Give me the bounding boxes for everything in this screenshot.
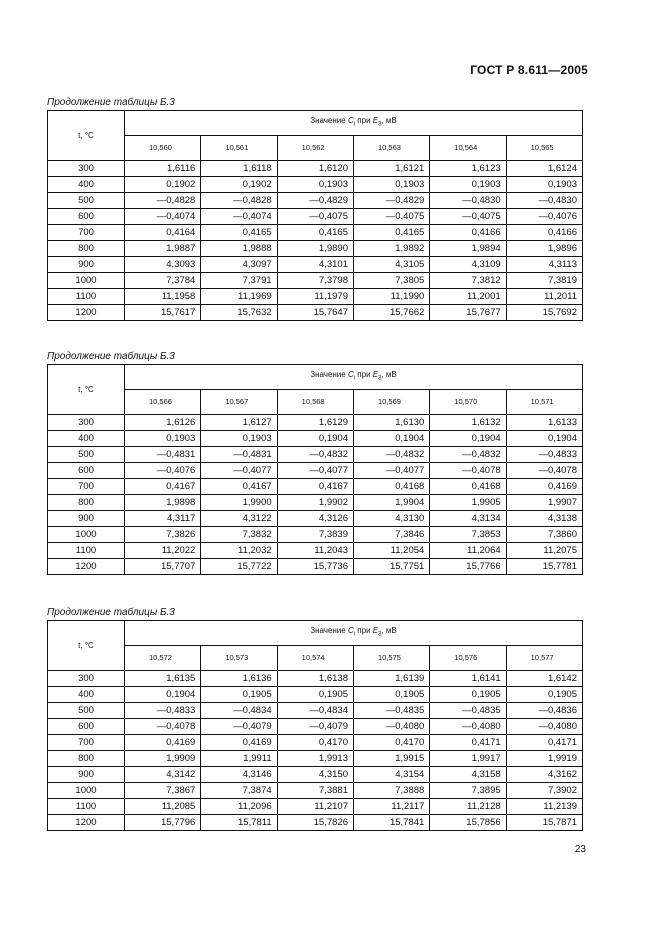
value-cell: —0,4080 bbox=[506, 719, 582, 735]
table-caption: Продолжение таблицы Б.3 bbox=[47, 351, 175, 362]
temperature-cell: 400 bbox=[48, 431, 125, 447]
value-cell: 11,2001 bbox=[430, 289, 506, 305]
value-cell: 7,3839 bbox=[277, 527, 353, 543]
e-values-row bbox=[48, 136, 583, 161]
value-cell: 0,4167 bbox=[277, 479, 353, 495]
value-cell: —0,4828 bbox=[125, 193, 201, 209]
value-cell: 1,6120 bbox=[277, 161, 353, 177]
value-header-mid: при bbox=[355, 626, 373, 636]
value-cell: 1,6124 bbox=[506, 161, 582, 177]
value-cell: 4,3113 bbox=[506, 257, 582, 273]
value-cell: 15,7826 bbox=[277, 815, 353, 831]
value-cell: —0,4078 bbox=[506, 463, 582, 479]
temperature-cell: 700 bbox=[48, 735, 125, 751]
value-cell: 15,7662 bbox=[353, 305, 429, 321]
value-cell: 7,3881 bbox=[277, 783, 353, 799]
value-cell: —0,4832 bbox=[353, 447, 429, 463]
value-cell: 0,4167 bbox=[125, 479, 201, 495]
value-cell: 4,3138 bbox=[506, 511, 582, 527]
value-cell: 11,1990 bbox=[353, 289, 429, 305]
value-cell: 11,2085 bbox=[125, 799, 201, 815]
value-header-prefix: Значение bbox=[310, 626, 348, 636]
temperature-cell: 1000 bbox=[48, 273, 125, 289]
value-cell: 1,6123 bbox=[430, 161, 506, 177]
table-row bbox=[48, 799, 583, 815]
table-row bbox=[48, 815, 583, 831]
e-value-header: 10,563 bbox=[353, 136, 429, 161]
value-cell: —0,4833 bbox=[125, 703, 201, 719]
value-cell: —0,4080 bbox=[353, 719, 429, 735]
value-cell: —0,4830 bbox=[506, 193, 582, 209]
value-header-c-sym: C bbox=[347, 370, 354, 380]
value-cell: 0,1905 bbox=[506, 687, 582, 703]
e-value-header: 10,572 bbox=[125, 646, 201, 671]
value-cell: 1,6133 bbox=[506, 415, 582, 431]
value-cell: 15,7722 bbox=[201, 559, 277, 575]
value-header-mid: при bbox=[355, 370, 373, 380]
value-cell: 4,3134 bbox=[430, 511, 506, 527]
table-row bbox=[48, 671, 583, 687]
e-value-header: 10,573 bbox=[201, 646, 277, 671]
value-cell: 11,1979 bbox=[277, 289, 353, 305]
value-cell: 1,6118 bbox=[201, 161, 277, 177]
document-code: ГОСТ Р 8.611—2005 bbox=[470, 63, 588, 77]
value-cell: —0,4834 bbox=[201, 703, 277, 719]
value-header bbox=[125, 365, 583, 390]
value-cell: 0,1905 bbox=[430, 687, 506, 703]
table-row bbox=[48, 415, 583, 431]
temperature-cell: 1200 bbox=[48, 559, 125, 575]
value-cell: 15,7647 bbox=[277, 305, 353, 321]
value-cell: —0,4831 bbox=[201, 447, 277, 463]
value-cell: —0,4836 bbox=[506, 703, 582, 719]
table-row bbox=[48, 305, 583, 321]
table-row bbox=[48, 495, 583, 511]
e-value-header: 10,567 bbox=[201, 390, 277, 415]
value-cell: 15,7677 bbox=[430, 305, 506, 321]
value-cell: —0,4079 bbox=[277, 719, 353, 735]
value-cell: —0,4831 bbox=[125, 447, 201, 463]
value-cell: 7,3867 bbox=[125, 783, 201, 799]
value-cell: 7,3860 bbox=[506, 527, 582, 543]
table-row bbox=[48, 687, 583, 703]
value-header-c-sub: i bbox=[353, 121, 356, 128]
value-cell: 1,6130 bbox=[353, 415, 429, 431]
table-row bbox=[48, 719, 583, 735]
temperature-cell: 1000 bbox=[48, 783, 125, 799]
value-cell: —0,4833 bbox=[506, 447, 582, 463]
e-value-header: 10,562 bbox=[277, 136, 353, 161]
temperature-cell: 700 bbox=[48, 479, 125, 495]
value-cell: 1,9894 bbox=[430, 241, 506, 257]
value-cell: 15,7811 bbox=[201, 815, 277, 831]
value-cell: 4,3122 bbox=[201, 511, 277, 527]
e-value-header: 10,574 bbox=[277, 646, 353, 671]
data-table bbox=[47, 620, 583, 831]
value-header bbox=[125, 111, 583, 136]
value-cell: 0,4169 bbox=[506, 479, 582, 495]
value-cell: 1,9919 bbox=[506, 751, 582, 767]
table-row bbox=[48, 161, 583, 177]
temperature-cell: 1100 bbox=[48, 799, 125, 815]
value-cell: 11,2011 bbox=[506, 289, 582, 305]
temperature-cell: 500 bbox=[48, 703, 125, 719]
table-row bbox=[48, 783, 583, 799]
value-cell: 0,1904 bbox=[125, 687, 201, 703]
value-cell: 0,1904 bbox=[277, 431, 353, 447]
value-cell: —0,4079 bbox=[201, 719, 277, 735]
value-cell: 0,1902 bbox=[125, 177, 201, 193]
value-cell: 4,3126 bbox=[277, 511, 353, 527]
value-cell: 1,9890 bbox=[277, 241, 353, 257]
value-cell: 7,3832 bbox=[201, 527, 277, 543]
temperature-cell: 1200 bbox=[48, 815, 125, 831]
e-value-header: 10,564 bbox=[430, 136, 506, 161]
value-cell: 1,9888 bbox=[201, 241, 277, 257]
value-cell: 11,2096 bbox=[201, 799, 277, 815]
temperature-cell: 1200 bbox=[48, 305, 125, 321]
value-header-c-sub: i bbox=[353, 631, 356, 638]
value-cell: 1,9896 bbox=[506, 241, 582, 257]
temperature-cell: 400 bbox=[48, 177, 125, 193]
value-cell: 0,1902 bbox=[201, 177, 277, 193]
value-cell: 1,9907 bbox=[506, 495, 582, 511]
value-cell: 0,4165 bbox=[353, 225, 429, 241]
value-cell: 4,3101 bbox=[277, 257, 353, 273]
temperature-cell: 300 bbox=[48, 671, 125, 687]
temperature-header: t, °С bbox=[48, 111, 125, 161]
table-row bbox=[48, 241, 583, 257]
temperature-cell: 600 bbox=[48, 719, 125, 735]
value-cell: 11,1958 bbox=[125, 289, 201, 305]
value-cell: 0,4170 bbox=[277, 735, 353, 751]
value-cell: 1,9911 bbox=[201, 751, 277, 767]
value-cell: —0,4834 bbox=[277, 703, 353, 719]
value-header-mid: при bbox=[355, 116, 373, 126]
value-cell: 4,3162 bbox=[506, 767, 582, 783]
value-cell: 7,3888 bbox=[353, 783, 429, 799]
e-value-header: 10,576 bbox=[430, 646, 506, 671]
table-row bbox=[48, 273, 583, 289]
value-cell: —0,4075 bbox=[277, 209, 353, 225]
temperature-cell: 800 bbox=[48, 495, 125, 511]
value-cell: 15,7766 bbox=[430, 559, 506, 575]
temperature-cell: 900 bbox=[48, 511, 125, 527]
value-cell: 11,2043 bbox=[277, 543, 353, 559]
value-cell: 0,1904 bbox=[353, 431, 429, 447]
value-cell: —0,4075 bbox=[430, 209, 506, 225]
value-cell: 1,6139 bbox=[353, 671, 429, 687]
value-header-c-sym: C bbox=[347, 116, 354, 126]
value-cell: 0,4168 bbox=[430, 479, 506, 495]
value-cell: —0,4835 bbox=[430, 703, 506, 719]
value-cell: 15,7707 bbox=[125, 559, 201, 575]
table-row bbox=[48, 431, 583, 447]
table-row bbox=[48, 463, 583, 479]
e-value-header: 10,568 bbox=[277, 390, 353, 415]
e-value-header: 10,570 bbox=[430, 390, 506, 415]
temperature-header: t, °С bbox=[48, 621, 125, 671]
value-cell: 0,4165 bbox=[201, 225, 277, 241]
value-cell: 1,6138 bbox=[277, 671, 353, 687]
value-cell: 0,1905 bbox=[353, 687, 429, 703]
value-cell: 0,4168 bbox=[353, 479, 429, 495]
value-header-e-sym: E bbox=[372, 626, 379, 636]
e-value-header: 10,569 bbox=[353, 390, 429, 415]
value-cell: —0,4832 bbox=[430, 447, 506, 463]
value-cell: 15,7692 bbox=[506, 305, 582, 321]
value-cell: 7,3812 bbox=[430, 273, 506, 289]
value-cell: 11,2128 bbox=[430, 799, 506, 815]
value-cell: 15,7751 bbox=[353, 559, 429, 575]
temperature-cell: 300 bbox=[48, 415, 125, 431]
data-table bbox=[47, 364, 583, 575]
e-value-header: 10,566 bbox=[125, 390, 201, 415]
temperature-cell: 600 bbox=[48, 209, 125, 225]
value-cell: 15,7856 bbox=[430, 815, 506, 831]
e-value-header: 10,577 bbox=[506, 646, 582, 671]
value-cell: 11,2054 bbox=[353, 543, 429, 559]
value-cell: 4,3117 bbox=[125, 511, 201, 527]
value-cell: —0,4828 bbox=[201, 193, 277, 209]
value-cell: 7,3846 bbox=[353, 527, 429, 543]
value-cell: 15,7632 bbox=[201, 305, 277, 321]
value-cell: 0,1903 bbox=[506, 177, 582, 193]
value-cell: 15,7736 bbox=[277, 559, 353, 575]
value-cell: 7,3902 bbox=[506, 783, 582, 799]
value-cell: 4,3158 bbox=[430, 767, 506, 783]
value-cell: 1,9898 bbox=[125, 495, 201, 511]
table-row bbox=[48, 209, 583, 225]
value-cell: —0,4829 bbox=[277, 193, 353, 209]
value-header-suffix: , мВ bbox=[381, 626, 397, 636]
temperature-cell: 500 bbox=[48, 193, 125, 209]
value-cell: 0,4171 bbox=[430, 735, 506, 751]
value-cell: —0,4077 bbox=[353, 463, 429, 479]
value-cell: —0,4075 bbox=[353, 209, 429, 225]
value-cell: 4,3154 bbox=[353, 767, 429, 783]
e-value-header: 10,565 bbox=[506, 136, 582, 161]
value-cell: 1,9902 bbox=[277, 495, 353, 511]
temperature-cell: 1100 bbox=[48, 543, 125, 559]
value-cell: —0,4077 bbox=[201, 463, 277, 479]
value-header bbox=[125, 621, 583, 646]
value-cell: 1,9905 bbox=[430, 495, 506, 511]
value-cell: 1,6116 bbox=[125, 161, 201, 177]
value-cell: 0,1903 bbox=[201, 431, 277, 447]
value-cell: 0,4171 bbox=[506, 735, 582, 751]
value-header-suffix: , мВ bbox=[381, 116, 397, 126]
table-row bbox=[48, 257, 583, 273]
value-cell: 0,4164 bbox=[125, 225, 201, 241]
e-value-header: 10,571 bbox=[506, 390, 582, 415]
value-header-c-sub: i bbox=[353, 375, 356, 382]
value-cell: 15,7841 bbox=[353, 815, 429, 831]
value-header-e-sym: E bbox=[372, 370, 379, 380]
value-cell: —0,4078 bbox=[125, 719, 201, 735]
table-header-row bbox=[48, 621, 583, 646]
table-caption: Продолжение таблицы Б.3 bbox=[47, 97, 175, 108]
value-cell: 7,3874 bbox=[201, 783, 277, 799]
value-cell: 4,3146 bbox=[201, 767, 277, 783]
value-cell: 7,3784 bbox=[125, 273, 201, 289]
value-cell: —0,4832 bbox=[277, 447, 353, 463]
value-cell: 1,6142 bbox=[506, 671, 582, 687]
value-cell: —0,4076 bbox=[506, 209, 582, 225]
e-values-row bbox=[48, 646, 583, 671]
value-cell: 11,2107 bbox=[277, 799, 353, 815]
value-cell: 0,4170 bbox=[353, 735, 429, 751]
temperature-cell: 800 bbox=[48, 241, 125, 257]
value-cell: 11,2075 bbox=[506, 543, 582, 559]
value-cell: 4,3142 bbox=[125, 767, 201, 783]
value-cell: 7,3895 bbox=[430, 783, 506, 799]
value-cell: —0,4074 bbox=[201, 209, 277, 225]
value-cell: 4,3130 bbox=[353, 511, 429, 527]
table-row bbox=[48, 703, 583, 719]
value-cell: 1,9900 bbox=[201, 495, 277, 511]
temperature-cell: 400 bbox=[48, 687, 125, 703]
value-cell: 4,3109 bbox=[430, 257, 506, 273]
table-row bbox=[48, 735, 583, 751]
value-header-e-sub: 3 bbox=[378, 121, 382, 128]
table-header-row bbox=[48, 111, 583, 136]
value-cell: 0,4169 bbox=[125, 735, 201, 751]
value-cell: 1,6126 bbox=[125, 415, 201, 431]
value-cell: 0,1904 bbox=[430, 431, 506, 447]
value-cell: 11,2032 bbox=[201, 543, 277, 559]
value-cell: 7,3826 bbox=[125, 527, 201, 543]
value-cell: 0,4166 bbox=[506, 225, 582, 241]
table-row bbox=[48, 511, 583, 527]
value-header-e-sub: 3 bbox=[378, 375, 382, 382]
data-table bbox=[47, 110, 583, 321]
value-cell: —0,4077 bbox=[277, 463, 353, 479]
value-cell: 1,6132 bbox=[430, 415, 506, 431]
value-cell: 7,3805 bbox=[353, 273, 429, 289]
value-cell: 1,9915 bbox=[353, 751, 429, 767]
value-header-suffix: , мВ bbox=[381, 370, 397, 380]
value-cell: 1,9904 bbox=[353, 495, 429, 511]
value-cell: 4,3150 bbox=[277, 767, 353, 783]
value-cell: —0,4074 bbox=[125, 209, 201, 225]
value-cell: 11,2064 bbox=[430, 543, 506, 559]
table-row bbox=[48, 447, 583, 463]
table-row bbox=[48, 559, 583, 575]
value-cell: 0,1903 bbox=[353, 177, 429, 193]
value-cell: 1,9913 bbox=[277, 751, 353, 767]
temperature-cell: 900 bbox=[48, 257, 125, 273]
value-cell: 0,4165 bbox=[277, 225, 353, 241]
table-row bbox=[48, 289, 583, 305]
value-cell: 7,3791 bbox=[201, 273, 277, 289]
e-value-header: 10,561 bbox=[201, 136, 277, 161]
value-cell: 0,1905 bbox=[277, 687, 353, 703]
table-row bbox=[48, 767, 583, 783]
e-value-header: 10,575 bbox=[353, 646, 429, 671]
value-header-prefix: Значение bbox=[310, 116, 348, 126]
temperature-cell: 1100 bbox=[48, 289, 125, 305]
value-cell: 0,4166 bbox=[430, 225, 506, 241]
value-cell: 1,6121 bbox=[353, 161, 429, 177]
temperature-cell: 600 bbox=[48, 463, 125, 479]
value-cell: 0,4167 bbox=[201, 479, 277, 495]
table-row bbox=[48, 527, 583, 543]
value-cell: 15,7617 bbox=[125, 305, 201, 321]
value-cell: 11,2022 bbox=[125, 543, 201, 559]
value-header-e-sym: E bbox=[372, 116, 379, 126]
page-number: 23 bbox=[574, 844, 586, 855]
temperature-cell: 700 bbox=[48, 225, 125, 241]
table-row bbox=[48, 177, 583, 193]
table-row bbox=[48, 751, 583, 767]
value-cell: 4,3093 bbox=[125, 257, 201, 273]
value-cell: 11,2139 bbox=[506, 799, 582, 815]
value-cell: 1,9892 bbox=[353, 241, 429, 257]
value-cell: 15,7796 bbox=[125, 815, 201, 831]
table-caption: Продолжение таблицы Б.3 bbox=[47, 607, 175, 618]
temperature-cell: 500 bbox=[48, 447, 125, 463]
e-value-header: 10,560 bbox=[125, 136, 201, 161]
table-header-row bbox=[48, 365, 583, 390]
value-header-prefix: Значение bbox=[310, 370, 348, 380]
value-cell: —0,4835 bbox=[353, 703, 429, 719]
value-cell: 1,9909 bbox=[125, 751, 201, 767]
value-cell: 1,6136 bbox=[201, 671, 277, 687]
temperature-cell: 900 bbox=[48, 767, 125, 783]
value-cell: 1,6141 bbox=[430, 671, 506, 687]
value-cell: —0,4080 bbox=[430, 719, 506, 735]
value-cell: 4,3105 bbox=[353, 257, 429, 273]
value-cell: 1,9887 bbox=[125, 241, 201, 257]
table-row bbox=[48, 193, 583, 209]
value-cell: 0,1903 bbox=[277, 177, 353, 193]
value-cell: 11,1969 bbox=[201, 289, 277, 305]
value-cell: 4,3097 bbox=[201, 257, 277, 273]
value-cell: 15,7871 bbox=[506, 815, 582, 831]
value-cell: 7,3798 bbox=[277, 273, 353, 289]
value-header-c-sym: C bbox=[347, 626, 354, 636]
value-cell: 0,1903 bbox=[430, 177, 506, 193]
value-cell: —0,4830 bbox=[430, 193, 506, 209]
temperature-cell: 1000 bbox=[48, 527, 125, 543]
value-cell: —0,4829 bbox=[353, 193, 429, 209]
temperature-header: t, °С bbox=[48, 365, 125, 415]
temperature-cell: 800 bbox=[48, 751, 125, 767]
value-header-e-sub: 3 bbox=[378, 631, 382, 638]
value-cell: —0,4076 bbox=[125, 463, 201, 479]
value-cell: 15,7781 bbox=[506, 559, 582, 575]
value-cell: 0,4169 bbox=[201, 735, 277, 751]
value-cell: —0,4078 bbox=[430, 463, 506, 479]
value-cell: 1,6129 bbox=[277, 415, 353, 431]
value-cell: 0,1904 bbox=[506, 431, 582, 447]
value-cell: 1,6135 bbox=[125, 671, 201, 687]
table-row bbox=[48, 479, 583, 495]
value-cell: 7,3819 bbox=[506, 273, 582, 289]
value-cell: 1,6127 bbox=[201, 415, 277, 431]
value-cell: 1,9917 bbox=[430, 751, 506, 767]
value-cell: 0,1903 bbox=[125, 431, 201, 447]
value-cell: 7,3853 bbox=[430, 527, 506, 543]
temperature-cell: 300 bbox=[48, 161, 125, 177]
table-row bbox=[48, 543, 583, 559]
value-cell: 11,2117 bbox=[353, 799, 429, 815]
table-row bbox=[48, 225, 583, 241]
e-values-row bbox=[48, 390, 583, 415]
value-cell: 0,1905 bbox=[201, 687, 277, 703]
